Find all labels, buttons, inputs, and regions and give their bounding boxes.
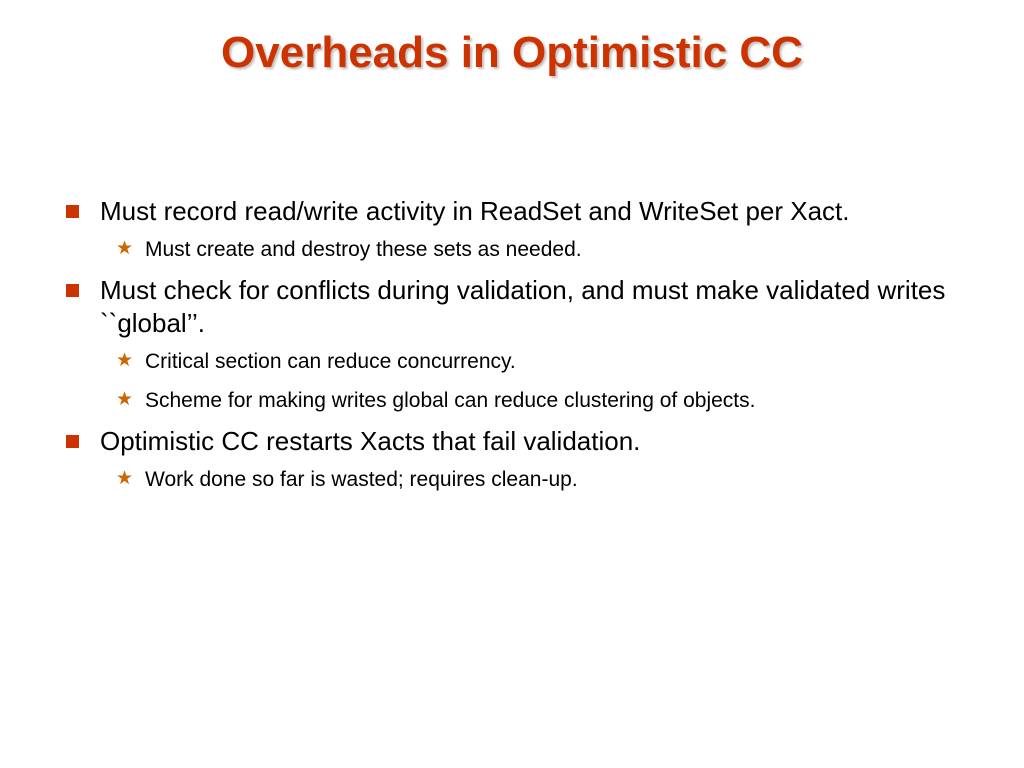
star-bullet-icon: ★ [116, 349, 134, 371]
sub-bullet-item [64, 348, 964, 376]
bullet-text: Must check for conflicts during validation, and must make validated writes ``global’’. [100, 275, 946, 338]
sub-bullet-text: Critical section can reduce concurrency. [145, 350, 516, 373]
star-bullet-icon: ★ [116, 388, 134, 410]
sub-bullet-text: Must create and destroy these sets as needed. [145, 238, 582, 261]
star-bullet-icon: ★ [116, 467, 134, 489]
bullet-item [64, 425, 964, 458]
bullet-text: Must record read/write activity in ReadSet and WriteSet per Xact. [100, 196, 850, 226]
bullet-text: Optimistic CC restarts Xacts that fail validation. [100, 426, 641, 456]
bullet-list [64, 195, 964, 505]
slide-title: Overheads in Optimistic CC [221, 28, 803, 77]
square-bullet-icon [66, 435, 79, 448]
bullet-item [64, 274, 964, 340]
star-bullet-icon: ★ [116, 237, 134, 259]
square-bullet-icon [66, 284, 79, 297]
sub-bullet-text: Scheme for making writes global can reduce clustering of objects. [145, 389, 756, 412]
sub-bullet-item [64, 387, 964, 415]
square-bullet-icon [66, 205, 79, 218]
sub-bullet-item [64, 466, 964, 494]
sub-bullet-item [64, 236, 964, 264]
sub-bullet-text: Work done so far is wasted; requires clean-up. [145, 468, 578, 491]
bullet-item [64, 195, 964, 228]
